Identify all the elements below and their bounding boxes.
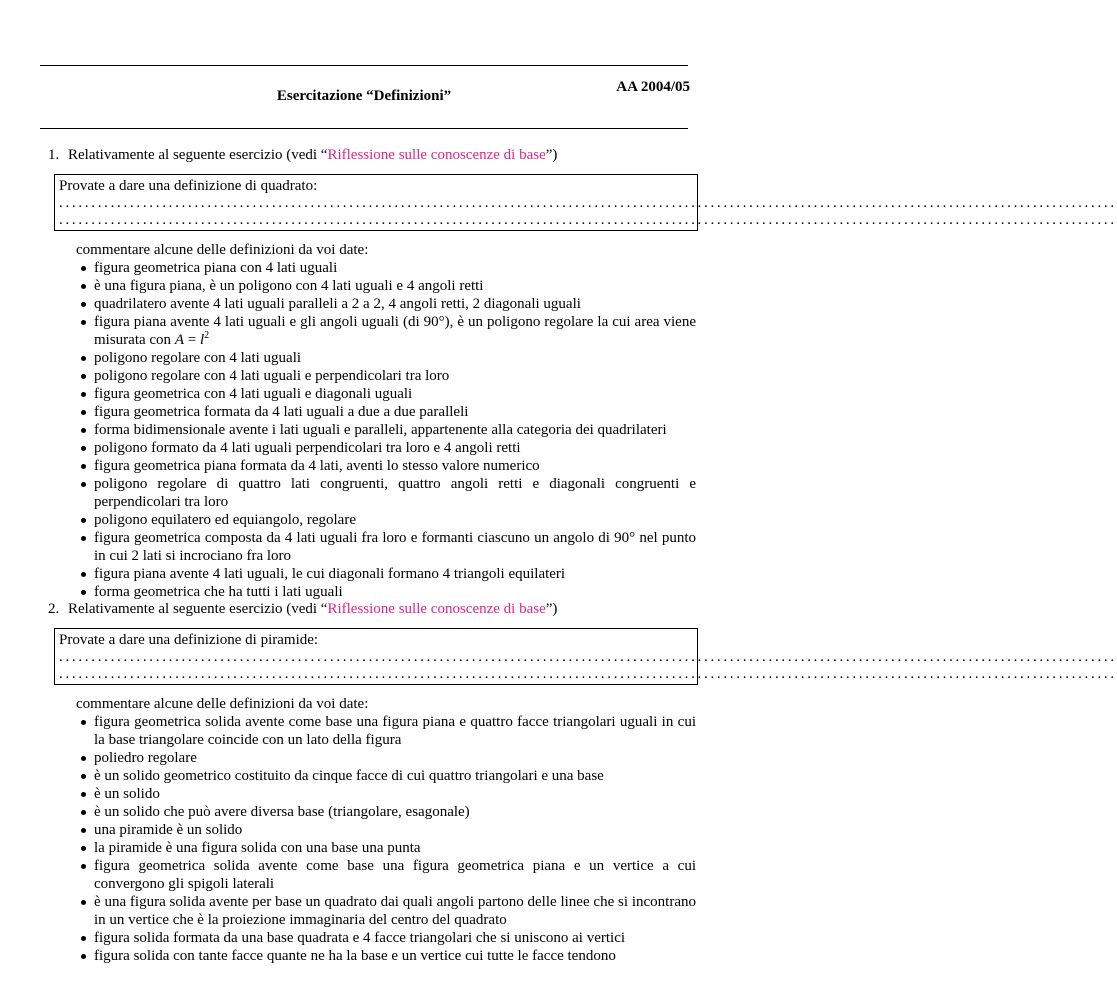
exercise-1 bbox=[48, 146, 1117, 601]
list-item: forma geometrica che ha tutti i lati uguali bbox=[94, 583, 696, 601]
formula-base: l bbox=[199, 332, 205, 348]
list-item: è un solido geometrico costituito da cinque facce di cui quattro triangolari e una base bbox=[94, 767, 696, 785]
exercise-2 bbox=[48, 600, 1117, 965]
list-item: è una figura solida avente per base un quadrato dai quali angoli partono delle linee che si incontrano in un vertice che è la proiezione immaginaria del centro del quadrato bbox=[94, 894, 696, 928]
list-item: figura geometrica solida avente come base una figura geometrica piana e un vertice a cui convergono gli spigoli laterali bbox=[94, 858, 696, 892]
list-item: figura geometrica composta da 4 lati uguali fra loro e formanti ciascuno un angolo di 90° nel punto in cui 2 lati si incrociano fra loro bbox=[94, 530, 696, 564]
box-prompt: Provate a dare una definizione di quadrato: bbox=[59, 178, 318, 194]
header-rule-bottom bbox=[40, 128, 688, 129]
list-item: quadrilatero avente 4 lati uguali paralleli a 2 a 2, 4 angoli retti, 2 diagonali uguali bbox=[94, 295, 696, 313]
list-item: figura geometrica con 4 lati uguali e diagonali uguali bbox=[94, 385, 696, 403]
list-item: è un solido bbox=[94, 785, 696, 803]
list-item: poligono regolare di quattro lati congruenti, quattro angoli retti e diagonali congruenti e perpendicolari tra loro bbox=[94, 476, 696, 510]
exercise-2-comments bbox=[76, 695, 696, 965]
exercise-2-box bbox=[54, 628, 1117, 685]
exercise-1-box bbox=[54, 174, 1117, 231]
list-item-text: figura piana avente 4 lati uguali e gli angoli uguali (di 90°), è un poligono regolare la cui area viene misurata con bbox=[94, 314, 696, 348]
document-title: Esercitazione “Definizioni” bbox=[276, 88, 452, 104]
list-item: figura geometrica formata da 4 lati uguali a due a due paralleli bbox=[94, 403, 696, 421]
list-item: poligono regolare con 4 lati uguali e perpendicolari tra loro bbox=[94, 367, 696, 385]
answer-line: .................................................................................................................................................................... bbox=[59, 666, 1117, 682]
list-item: una piramide è un solido bbox=[94, 821, 696, 839]
intro-text: Relativamente al seguente esercizio (vedi “ bbox=[68, 601, 328, 617]
comment-lead: commentare alcune delle definizioni da voi date: bbox=[76, 696, 369, 712]
list-item: è un solido che può avere diversa base (triangolare, esagonale) bbox=[94, 803, 696, 821]
exercise-1-number: 1. bbox=[48, 147, 60, 163]
comment-lead: commentare alcune delle definizioni da voi date: bbox=[76, 242, 369, 258]
answer-line: .................................................................................................................................................................... bbox=[59, 212, 1117, 228]
intro-text-end: ”) bbox=[545, 601, 558, 617]
exercise-1-comments bbox=[76, 241, 696, 601]
exercise-2-intro bbox=[48, 600, 696, 618]
list-item: figura piana avente 4 lati uguali, le cui diagonali formano 4 triangoli equilateri bbox=[94, 565, 696, 583]
formula-exp: 2 bbox=[204, 330, 210, 341]
formula-eq: = bbox=[183, 332, 200, 348]
box-prompt: Provate a dare una definizione di piramide: bbox=[59, 632, 319, 648]
list-item: la piramide è una figura solida con una base una punta bbox=[94, 839, 696, 857]
list-item: figura solida con tante facce quante ne ha la base e un vertice cui tutte le facce tendono bbox=[94, 947, 696, 965]
formula-area bbox=[175, 332, 209, 348]
list-item: poligono equilatero ed equiangolo, regolare bbox=[94, 511, 696, 529]
definitions-list-1 bbox=[76, 259, 696, 601]
formula-lhs: A bbox=[174, 332, 184, 348]
list-item: forma bidimensionale avente i lati uguali e paralleli, appartenente alla categoria dei quadrilateri bbox=[94, 421, 696, 439]
list-item: poligono formato da 4 lati uguali perpendicolari tra loro e 4 angoli retti bbox=[94, 439, 696, 457]
list-item: figura geometrica solida avente come base una figura piana e quattro facce triangolari uguali in cui la base triangolare coincide con un lato della figura bbox=[94, 714, 696, 748]
answer-line: .................................................................................................................................................................... bbox=[59, 649, 1117, 665]
list-item: poliedro regolare bbox=[94, 749, 696, 767]
answer-line: .................................................................................................................................................................... bbox=[59, 195, 1117, 211]
academic-year: AA 2004/05 bbox=[616, 79, 690, 95]
list-item: figura solida formata da una base quadrata e 4 facce triangolari che si uniscono ai vertici bbox=[94, 929, 696, 947]
exercise-1-intro bbox=[48, 146, 696, 164]
list-item: è una figura piana, è un poligono con 4 lati uguali e 4 angoli retti bbox=[94, 277, 696, 295]
intro-text-end: ”) bbox=[545, 147, 558, 163]
intro-text: Relativamente al seguente esercizio (vedi “ bbox=[68, 147, 328, 163]
definitions-list-2 bbox=[76, 713, 696, 965]
list-item: poligono regolare con 4 lati uguali bbox=[94, 349, 696, 367]
list-item bbox=[94, 313, 696, 349]
list-item: figura geometrica piana con 4 lati uguali bbox=[94, 259, 696, 277]
link-riflessione-1[interactable]: Riflessione sulle conoscenze di base bbox=[327, 147, 546, 163]
list-item: figura geometrica piana formata da 4 lati, aventi lo stesso valore numerico bbox=[94, 457, 696, 475]
header-rule-top bbox=[40, 65, 688, 66]
exercise-2-number: 2. bbox=[48, 601, 60, 617]
link-riflessione-2[interactable]: Riflessione sulle conoscenze di base bbox=[327, 601, 546, 617]
